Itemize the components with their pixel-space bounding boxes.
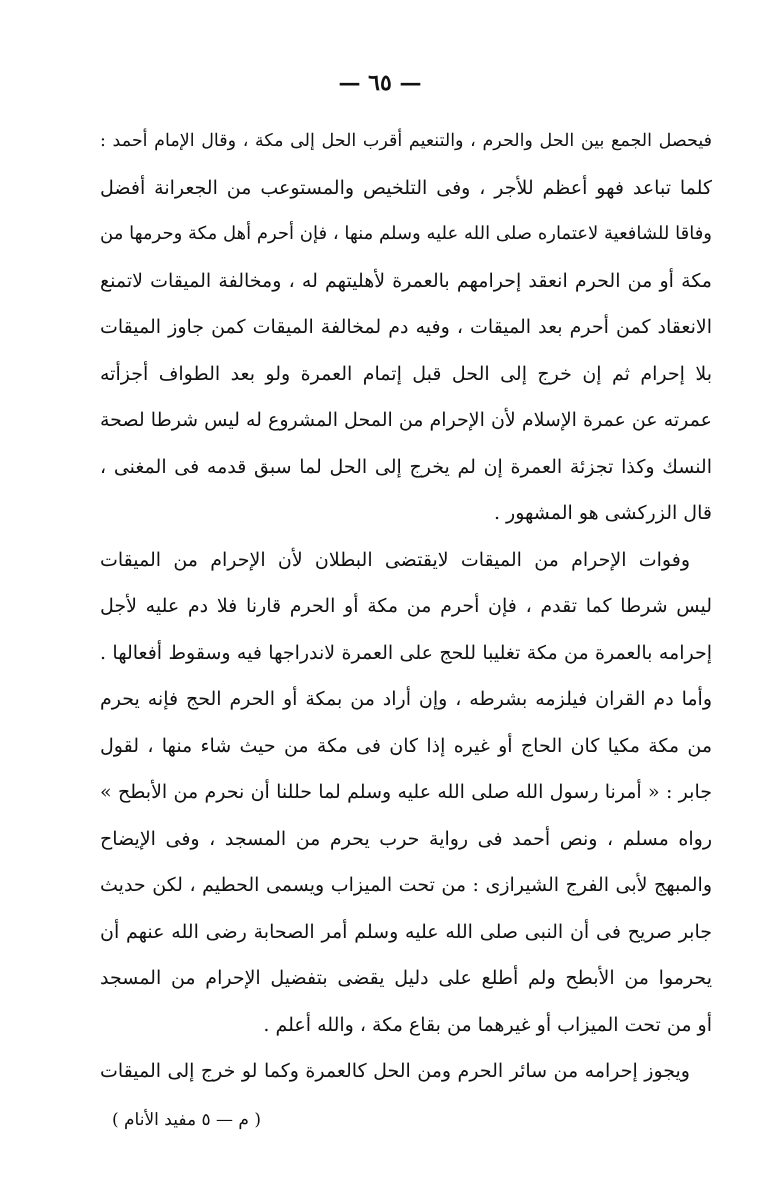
text-line: كلما تباعد فهو أعظم للأجر ، وفى التلخيص والمستوعب من الجعرانة أفضل — [100, 176, 712, 199]
text-line: جابر : « أمرنا رسول الله صلى الله عليه وسلم لما حللنا أن نحرم من الأبطح » — [100, 781, 712, 803]
text-line: الانعقاد كمن أحرم بعد الميقات ، وفيه دم لمخالفة الميقات كمن جاوز الميقات — [100, 316, 712, 338]
text-line: ويجوز إحرامه من سائر الحرم ومن الحل كالعمرة وكما لو خرج إلى الميقات — [100, 1060, 690, 1082]
text-line: النسك وكذا تجزئة العمرة إن لم يخرج إلى الحل لما سبق قدمه فى المغنى ، — [100, 455, 712, 478]
text-line: جابر صريح فى أن النبى صلى الله عليه وسلم أمر الصحابة رضى الله عنهم أن — [100, 920, 712, 943]
text-line: قال الزركشى هو المشهور . — [493, 502, 712, 524]
body-text — [100, 118, 712, 1095]
text-line: بلا إحرام ثم إن خرج إلى الحل قبل إتمام العمرة ولو بعد الطواف أجزأته — [100, 362, 712, 385]
text-line: وأما دم القران فيلزمه بشرطه ، وإن أراد من بمكة أو الحرم الحج فإنه يحرم — [100, 688, 712, 710]
text-line: عمرته عن عمرة الإسلام لأن الإحرام من المحل المشروع له ليس شرطا لصحة — [100, 409, 712, 431]
text-line: يحرموا من الأبطح ولم أطلع على دليل يقضى بتفضيل الإحرام من المسجد — [100, 967, 712, 989]
text-line: وفاقا للشافعية لاعتماره صلى الله عليه وسلم منها ، فإن أحرم أهل مكة وحرمها من — [100, 223, 712, 244]
text-line: مكة أو من الحرم انعقد إحرامهم بالعمرة لأهليتهم له ، ومخالفة الميقات لاتمنع — [100, 269, 712, 292]
text-line: إحرامه بالعمرة من مكة تغليبا للحج على العمرة لاندراجها فيه وسقوط أفعالها . — [100, 641, 712, 664]
footer-signature — [100, 1100, 712, 1140]
text-line: أو من تحت الميزاب أو غيرهما من بقاع مكة ، والله أعلم . — [263, 1013, 712, 1036]
text-line: فيحصل الجمع بين الحل والحرم ، والتنعيم أقرب الحل إلى مكة ، وقال الإمام أحمد : — [100, 131, 712, 151]
page-number: — ٦٥ — — [338, 70, 422, 96]
text-line: من مكة مكيا كان الحاج أو غيره إذا كان فى مكة من حيث شاء منها ، لقول — [100, 734, 712, 757]
text-line: وفوات الإحرام من الميقات لايقتضى البطلان لأن الإحرام من الميقات — [100, 548, 690, 571]
text-line: رواه مسلم ، ونص أحمد فى رواية حرب يحرم من المسجد ، وفى الإيضاح — [100, 827, 712, 850]
text-line: ليس شرطا كما تقدم ، فإن أحرم من مكة أو الحرم قارنا فلا دم عليه لأجل — [100, 595, 712, 617]
signature-text: ( م — ٥ مفيد الأنام ) — [112, 1110, 261, 1130]
text-line: والمبهج لأبى الفرج الشيرازى : من تحت الميزاب ويسمى الحطيم ، لكن حديث — [100, 874, 712, 896]
